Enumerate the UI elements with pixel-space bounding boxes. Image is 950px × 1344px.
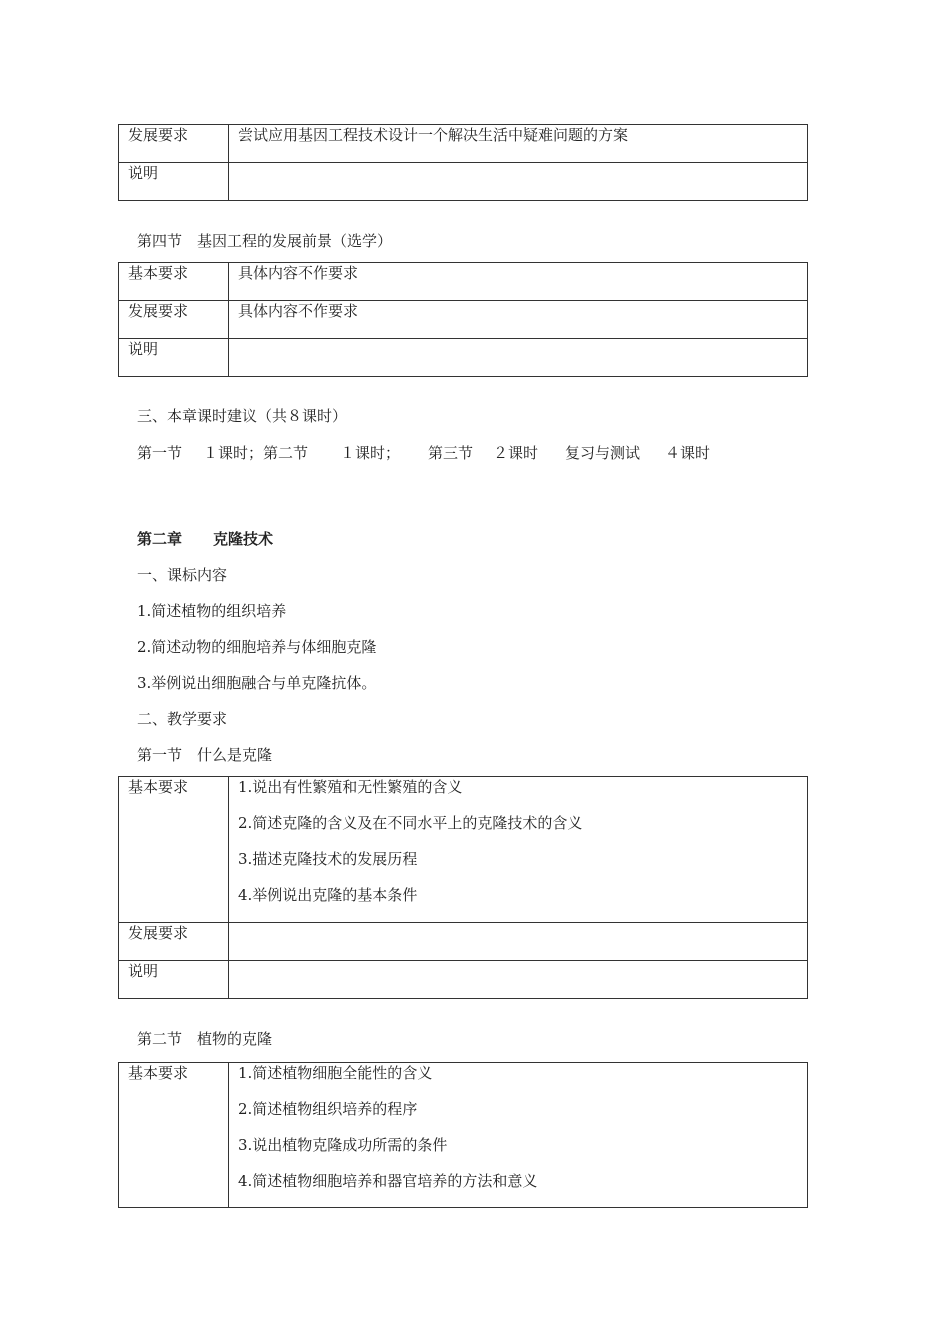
requirements-table-top (118, 124, 808, 201)
row-content (229, 163, 808, 201)
curriculum-heading: 一、课标内容 (137, 566, 228, 584)
content-line: 尝试应用基因工程技术设计一个解决生活中疑难问题的方案 (238, 126, 629, 144)
table-row (119, 961, 808, 999)
content-line: 具体内容不作要求 (238, 264, 359, 282)
content-line: 4.举例说出克隆的基本条件 (238, 886, 418, 904)
hours-item: ４课时 (665, 444, 711, 462)
hours-item: １课时； (340, 444, 401, 462)
table-row (119, 301, 808, 339)
row-label: 说明 (119, 339, 229, 377)
section-2-heading: 第二节 植物的克隆 (137, 1030, 273, 1048)
row-content (229, 777, 808, 923)
content-line: 2.简述克隆的含义及在不同水平上的克隆技术的含义 (238, 814, 583, 832)
content-line: 具体内容不作要求 (238, 302, 359, 320)
row-label: 基本要求 (119, 1063, 229, 1208)
row-content (229, 1063, 808, 1208)
content-line: 2.简述植物组织培养的程序 (238, 1100, 418, 1118)
requirements-table-sec4 (118, 262, 808, 377)
table-row (119, 163, 808, 201)
row-content (229, 339, 808, 377)
content-line: 3.描述克隆技术的发展历程 (238, 850, 418, 868)
row-label: 发展要求 (119, 923, 229, 961)
section-4-heading: 第四节 基因工程的发展前景（选学） (137, 232, 393, 250)
row-label: 基本要求 (119, 263, 229, 301)
table-row (119, 125, 808, 163)
hours-item: １课时；第二节 (203, 444, 309, 462)
row-content (229, 961, 808, 999)
hours-item: 第三节 (428, 444, 474, 462)
table-row (119, 263, 808, 301)
requirements-table-sec1 (118, 776, 808, 999)
row-label: 说明 (119, 961, 229, 999)
hours-item: ２课时 (493, 444, 539, 462)
row-content (229, 301, 808, 339)
curriculum-item: 2.简述动物的细胞培养与体细胞克隆 (137, 638, 377, 656)
hours-item: 复习与测试 (565, 444, 641, 462)
row-label: 基本要求 (119, 777, 229, 923)
hours-item: 第一节 (137, 444, 183, 462)
content-line: 3.说出植物克隆成功所需的条件 (238, 1136, 448, 1154)
chapter-number: 第二章 (137, 530, 183, 548)
row-content (229, 263, 808, 301)
row-label: 发展要求 (119, 301, 229, 339)
requirements-table-sec2 (118, 1062, 808, 1208)
table-row (119, 1063, 808, 1208)
table-row (119, 923, 808, 961)
curriculum-item: 3.举例说出细胞融合与单克隆抗体。 (137, 674, 377, 692)
content-line: 1.简述植物细胞全能性的含义 (238, 1064, 433, 1082)
row-label: 说明 (119, 163, 229, 201)
teaching-heading: 二、教学要求 (137, 710, 228, 728)
section-1-heading: 第一节 什么是克隆 (137, 746, 273, 764)
row-content (229, 125, 808, 163)
table-row (119, 777, 808, 923)
row-content (229, 923, 808, 961)
row-label: 发展要求 (119, 125, 229, 163)
hours-heading: 三、本章课时建议（共８课时） (137, 407, 348, 425)
content-line: 4.简述植物细胞培养和器官培养的方法和意义 (238, 1172, 538, 1190)
chapter-title: 克隆技术 (213, 530, 274, 548)
table-row (119, 339, 808, 377)
content-line: 1.说出有性繁殖和无性繁殖的含义 (238, 778, 463, 796)
curriculum-item: 1.简述植物的组织培养 (137, 602, 287, 620)
